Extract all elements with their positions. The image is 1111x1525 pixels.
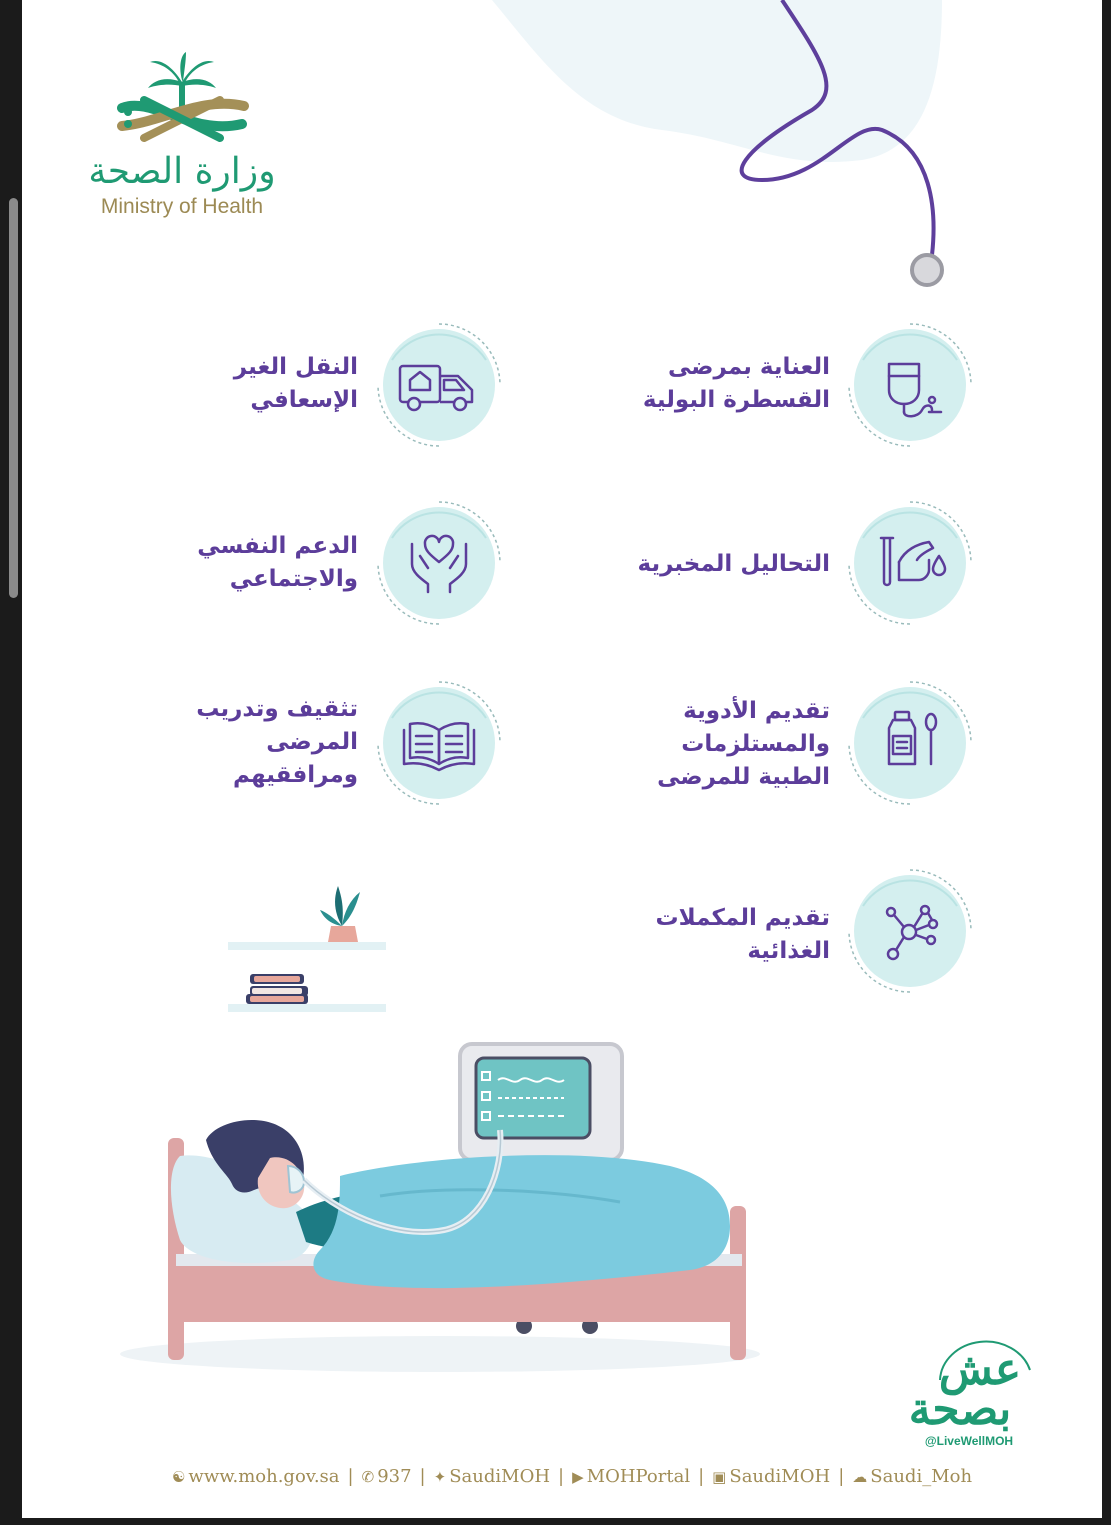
hands-heart-icon <box>374 498 504 628</box>
footer-snapchat[interactable]: ☁ Saudi_Moh <box>852 1465 973 1487</box>
snapchat-icon: ☁ <box>852 1467 868 1486</box>
facebook-icon: ▣ <box>712 1467 727 1486</box>
twitter-icon: ✦ <box>433 1467 447 1486</box>
live-well-slogan <box>890 1340 1040 1452</box>
vehicle-icon <box>374 320 504 450</box>
test-tube-icon <box>845 498 975 628</box>
footer-facebook[interactable]: ▣ SaudiMOH <box>712 1465 831 1487</box>
globe-icon: ☯ <box>171 1467 186 1486</box>
service-urinary-catheter-care: العناية بمرضى القسطرة البولية <box>642 354 830 413</box>
ministry-name-arabic: وزارة الصحة <box>88 151 276 192</box>
footer-twitter[interactable]: ✦ SaudiMOH <box>433 1465 551 1487</box>
footer-phone[interactable]: ✆ 937 <box>361 1465 412 1487</box>
footer-website[interactable]: ☯ www.moh.gov.sa <box>171 1465 340 1487</box>
footer-contacts <box>172 1462 972 1490</box>
medicine-bottle-icon <box>845 678 975 808</box>
slogan-line-1: عش <box>938 1344 1022 1395</box>
ministry-name-english: Ministry of Health <box>100 195 264 218</box>
footer-separator: | <box>347 1465 354 1487</box>
slogan-line-2: بصحة <box>908 1384 1012 1435</box>
footer-separator: | <box>419 1465 426 1487</box>
service-medications-supplies: تقديم الأدوية والمستلزمات الطبية للمرضى <box>657 698 830 790</box>
viewer-scrollbar[interactable] <box>9 198 18 598</box>
iv-bag-icon <box>845 320 975 450</box>
open-book-icon <box>374 678 504 808</box>
slogan-handle: @LiveWellMOH <box>924 1434 1014 1448</box>
service-nutritional-supplements: تقديم المكملات الغذائية <box>655 905 830 964</box>
phone-icon: ✆ <box>361 1467 375 1486</box>
service-lab-tests: التحاليل المخبرية <box>637 551 830 577</box>
footer-separator: | <box>558 1465 565 1487</box>
molecule-icon <box>845 866 975 996</box>
footer-separator: | <box>698 1465 705 1487</box>
youtube-icon: ▶ <box>572 1467 584 1486</box>
service-psychosocial-support: الدعم النفسي والاجتماعي <box>197 533 358 592</box>
service-patient-education: تثقيف وتدريب المرضى ومرافقيهم <box>196 696 358 788</box>
footer-separator: | <box>838 1465 845 1487</box>
shelf-plant-books-illustration <box>222 876 392 1016</box>
infographic-page <box>22 0 1102 1518</box>
footer-youtube[interactable]: ▶ MOHPortal <box>572 1465 691 1487</box>
service-non-emergency-transport: النقل الغير الإسعافي <box>233 354 358 413</box>
patient-ventilator-illustration <box>120 1036 760 1376</box>
